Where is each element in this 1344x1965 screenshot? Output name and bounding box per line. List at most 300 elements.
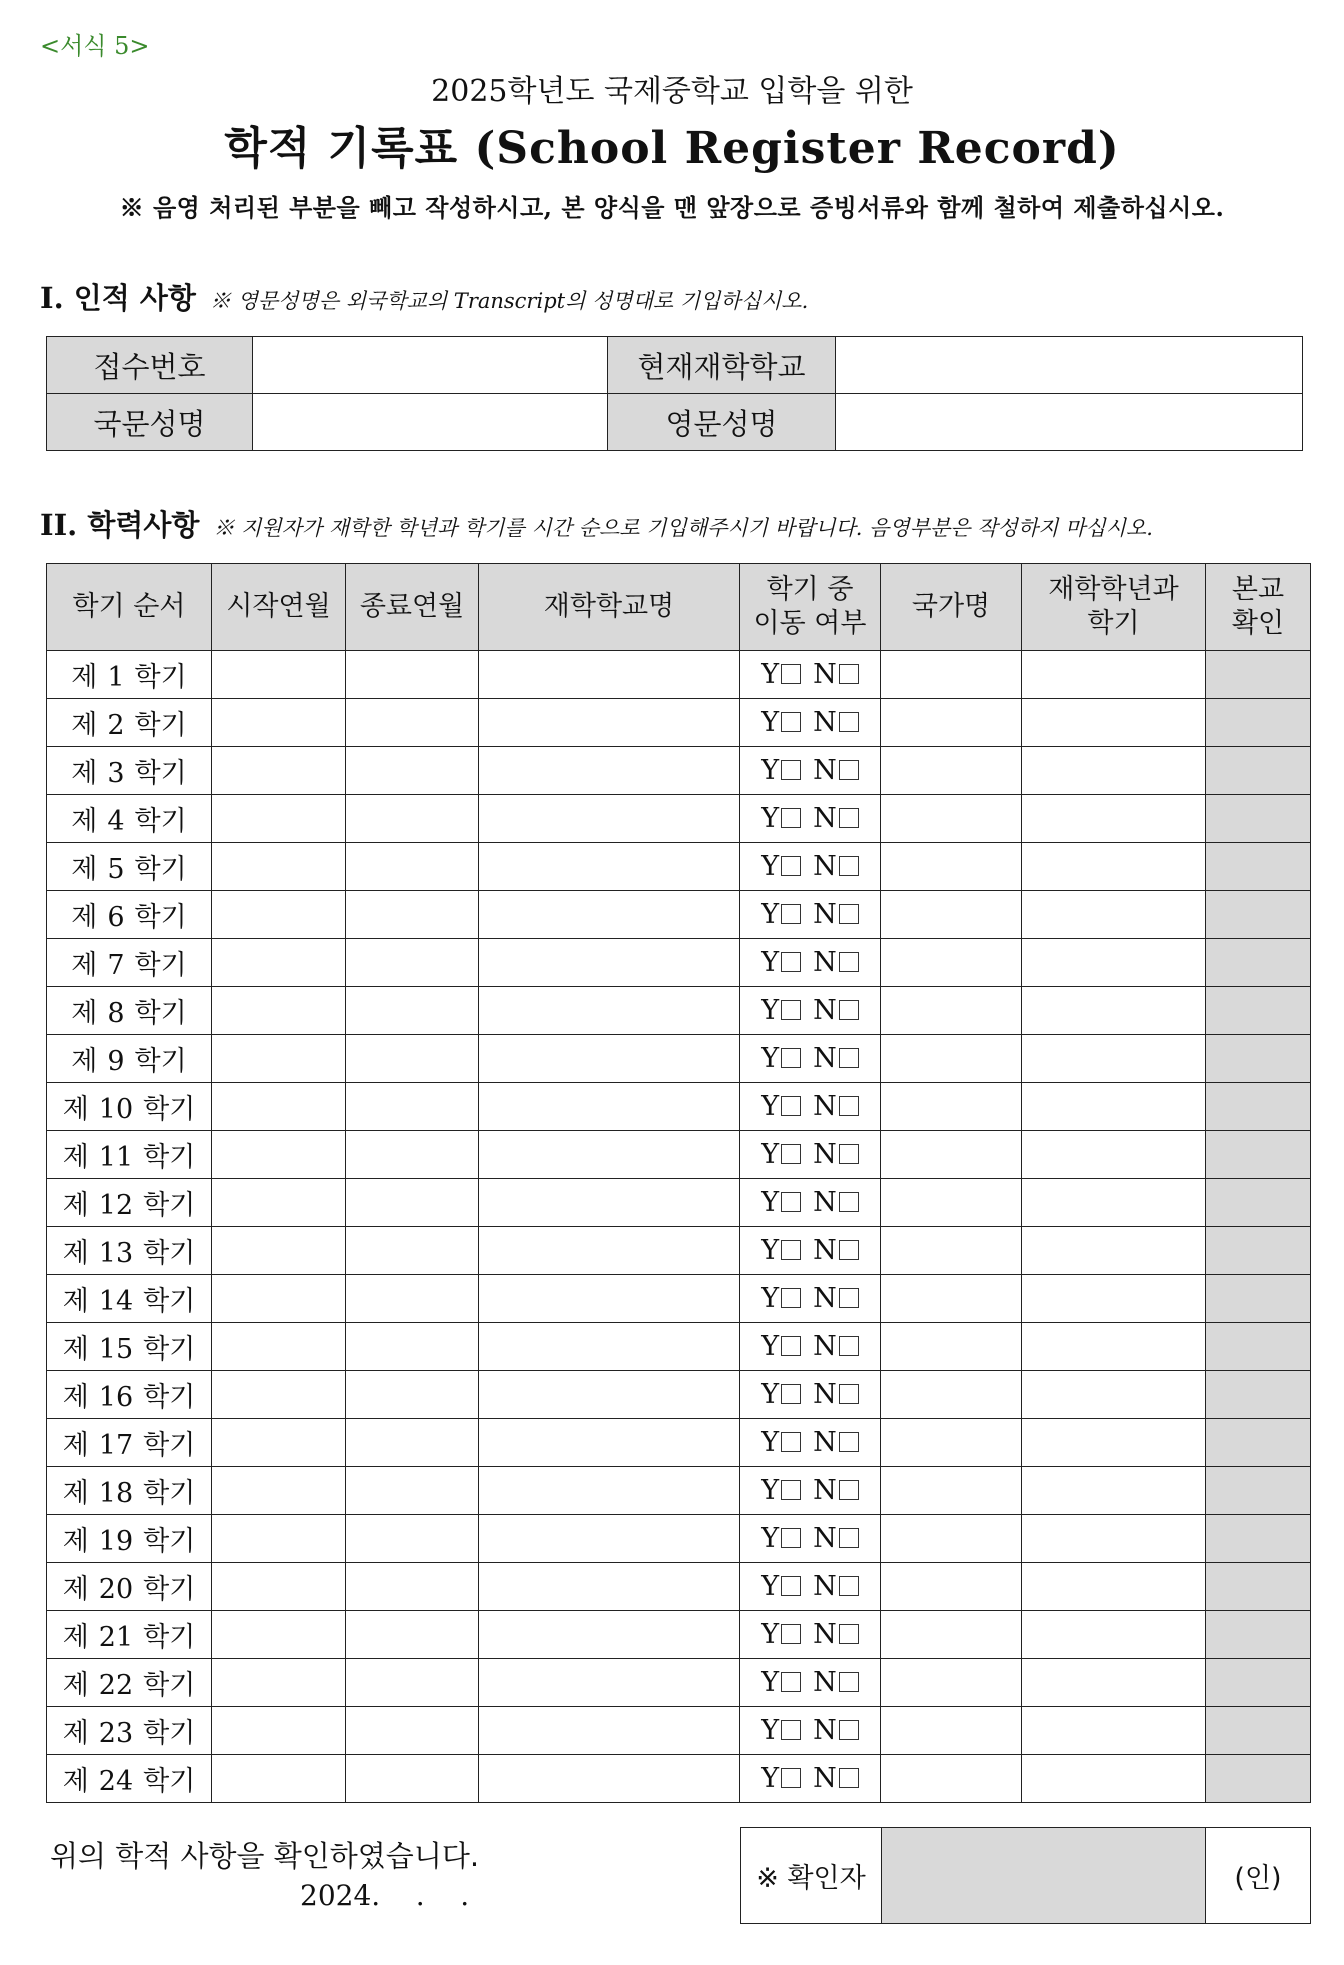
table-row bbox=[47, 651, 1311, 699]
no-label: N bbox=[813, 755, 837, 786]
yes-label: Y bbox=[761, 1139, 780, 1170]
table-row bbox=[47, 1515, 1311, 1563]
table-row bbox=[47, 795, 1311, 843]
yes-label: Y bbox=[761, 1379, 780, 1410]
transfer-cell bbox=[740, 1611, 881, 1659]
yes-checkbox[interactable] bbox=[781, 664, 801, 684]
semester-suffix: 학기 bbox=[143, 1718, 196, 1749]
start-date-cell[interactable] bbox=[212, 1227, 346, 1275]
no-label: N bbox=[813, 1667, 837, 1698]
start-date-cell[interactable] bbox=[212, 1707, 346, 1755]
table-row bbox=[47, 1707, 1311, 1755]
school-name-cell[interactable] bbox=[479, 651, 740, 699]
semester-number: 11 bbox=[98, 1142, 134, 1173]
korean-name-field[interactable] bbox=[253, 394, 608, 451]
receipt-number-field[interactable] bbox=[253, 337, 608, 394]
transfer-cell bbox=[740, 1227, 881, 1275]
country-cell[interactable] bbox=[881, 939, 1022, 987]
semester-prefix: 제 bbox=[71, 662, 98, 693]
english-name-label: 영문성명 bbox=[608, 394, 836, 451]
country-cell[interactable] bbox=[881, 843, 1022, 891]
semester-label bbox=[47, 795, 212, 843]
school-name-cell[interactable] bbox=[479, 939, 740, 987]
start-date-cell[interactable] bbox=[212, 1179, 346, 1227]
personal-info-table bbox=[46, 336, 1303, 451]
table-row bbox=[47, 1371, 1311, 1419]
school-name-cell[interactable] bbox=[479, 1323, 740, 1371]
school-check-cell bbox=[1206, 939, 1311, 987]
school-name-cell[interactable] bbox=[479, 891, 740, 939]
school-check-cell bbox=[1206, 795, 1311, 843]
semester-number: 9 bbox=[107, 1046, 125, 1077]
semester-suffix: 학기 bbox=[143, 1478, 196, 1509]
header-check-line1: 본교 bbox=[1231, 574, 1285, 606]
yes-checkbox[interactable] bbox=[781, 1576, 801, 1596]
no-label: N bbox=[813, 1331, 837, 1362]
country-cell[interactable] bbox=[881, 1515, 1022, 1563]
grade-semester-cell[interactable] bbox=[1022, 939, 1206, 987]
table-row bbox=[47, 1323, 1311, 1371]
yes-checkbox[interactable] bbox=[781, 952, 801, 972]
end-date-cell[interactable] bbox=[346, 1755, 479, 1803]
end-date-cell[interactable] bbox=[346, 1467, 479, 1515]
yes-checkbox[interactable] bbox=[781, 1288, 801, 1308]
transfer-cell bbox=[740, 795, 881, 843]
header-start-date: 시작연월 bbox=[212, 564, 346, 651]
end-date-cell[interactable] bbox=[346, 747, 479, 795]
yes-checkbox[interactable] bbox=[781, 1240, 801, 1260]
school-name-cell[interactable] bbox=[479, 1371, 740, 1419]
no-checkbox[interactable] bbox=[839, 1624, 859, 1644]
table-row bbox=[47, 747, 1311, 795]
country-cell[interactable] bbox=[881, 891, 1022, 939]
school-name-cell[interactable] bbox=[479, 1515, 740, 1563]
table-row bbox=[47, 1083, 1311, 1131]
yes-checkbox[interactable] bbox=[781, 1624, 801, 1644]
school-check-cell bbox=[1206, 1083, 1311, 1131]
country-cell[interactable] bbox=[881, 699, 1022, 747]
school-check-cell bbox=[1206, 747, 1311, 795]
semester-label bbox=[47, 1275, 212, 1323]
end-date-cell[interactable] bbox=[346, 1083, 479, 1131]
korean-name-label: 국문성명 bbox=[47, 394, 253, 451]
semester-number: 5 bbox=[107, 854, 125, 885]
end-date-cell[interactable] bbox=[346, 1659, 479, 1707]
school-check-cell bbox=[1206, 1371, 1311, 1419]
table-row bbox=[47, 699, 1311, 747]
end-date-cell[interactable] bbox=[346, 795, 479, 843]
current-school-field[interactable] bbox=[836, 337, 1303, 394]
school-name-cell[interactable] bbox=[479, 1035, 740, 1083]
yes-label: Y bbox=[761, 1331, 780, 1362]
no-label: N bbox=[813, 1139, 837, 1170]
header-end-date: 종료연월 bbox=[346, 564, 479, 651]
yes-label: Y bbox=[761, 1715, 780, 1746]
semester-suffix: 학기 bbox=[134, 662, 187, 693]
country-cell[interactable] bbox=[881, 1467, 1022, 1515]
school-name-cell[interactable] bbox=[479, 843, 740, 891]
table-row bbox=[47, 1611, 1311, 1659]
grade-semester-cell[interactable] bbox=[1022, 891, 1206, 939]
yes-checkbox[interactable] bbox=[781, 1432, 801, 1452]
school-name-cell[interactable] bbox=[479, 1275, 740, 1323]
country-cell[interactable] bbox=[881, 1323, 1022, 1371]
table-row bbox=[47, 1755, 1311, 1803]
end-date-cell[interactable] bbox=[346, 699, 479, 747]
start-date-cell[interactable] bbox=[212, 1419, 346, 1467]
start-date-cell[interactable] bbox=[212, 1515, 346, 1563]
end-date-cell[interactable] bbox=[346, 1323, 479, 1371]
grade-semester-cell[interactable] bbox=[1022, 1083, 1206, 1131]
school-name-cell[interactable] bbox=[479, 747, 740, 795]
end-date-cell[interactable] bbox=[346, 651, 479, 699]
country-cell[interactable] bbox=[881, 1179, 1022, 1227]
school-name-cell[interactable] bbox=[479, 1227, 740, 1275]
school-check-cell bbox=[1206, 843, 1311, 891]
semester-number: 21 bbox=[98, 1622, 134, 1653]
no-checkbox[interactable] bbox=[839, 1144, 859, 1164]
semester-number: 16 bbox=[98, 1382, 134, 1413]
grade-semester-cell[interactable] bbox=[1022, 1419, 1206, 1467]
start-date-cell[interactable] bbox=[212, 699, 346, 747]
end-date-cell[interactable] bbox=[346, 1707, 479, 1755]
table-row bbox=[47, 1227, 1311, 1275]
no-checkbox[interactable] bbox=[839, 1432, 859, 1452]
start-date-cell[interactable] bbox=[212, 1131, 346, 1179]
no-label: N bbox=[813, 1475, 837, 1506]
header-grade-line2: 학기 bbox=[1087, 608, 1140, 639]
end-date-cell[interactable] bbox=[346, 1179, 479, 1227]
no-checkbox[interactable] bbox=[839, 1672, 859, 1692]
grade-semester-cell[interactable] bbox=[1022, 1467, 1206, 1515]
grade-semester-cell[interactable] bbox=[1022, 1515, 1206, 1563]
school-name-cell[interactable] bbox=[479, 1659, 740, 1707]
header-grade-line1: 재학학년과 bbox=[1048, 574, 1179, 606]
end-date-cell[interactable] bbox=[346, 843, 479, 891]
start-date-cell[interactable] bbox=[212, 1371, 346, 1419]
school-check-cell bbox=[1206, 1323, 1311, 1371]
start-date-cell[interactable] bbox=[212, 939, 346, 987]
yes-checkbox[interactable] bbox=[781, 1144, 801, 1164]
section1-note: ※ 영문성명은 외국학교의 Transcript의 성명대로 기입하십시오. bbox=[209, 289, 809, 313]
semester-suffix: 학기 bbox=[134, 710, 187, 741]
yes-checkbox[interactable] bbox=[781, 1048, 801, 1068]
school-name-cell[interactable] bbox=[479, 1563, 740, 1611]
semester-prefix: 제 bbox=[71, 1046, 98, 1077]
semester-prefix: 제 bbox=[62, 1334, 89, 1365]
confirmer-signature-table bbox=[740, 1827, 1311, 1924]
semester-prefix: 제 bbox=[62, 1190, 89, 1221]
grade-semester-cell[interactable] bbox=[1022, 843, 1206, 891]
semester-label bbox=[47, 1611, 212, 1659]
grade-semester-cell[interactable] bbox=[1022, 987, 1206, 1035]
country-cell[interactable] bbox=[881, 795, 1022, 843]
grade-semester-cell[interactable] bbox=[1022, 1707, 1206, 1755]
grade-semester-cell[interactable] bbox=[1022, 699, 1206, 747]
end-date-cell[interactable] bbox=[346, 987, 479, 1035]
no-checkbox[interactable] bbox=[839, 1288, 859, 1308]
semester-suffix: 학기 bbox=[143, 1094, 196, 1125]
yes-checkbox[interactable] bbox=[781, 1480, 801, 1500]
transfer-cell bbox=[740, 1323, 881, 1371]
semester-label bbox=[47, 1563, 212, 1611]
no-checkbox[interactable] bbox=[839, 904, 859, 924]
end-date-cell[interactable] bbox=[346, 1275, 479, 1323]
yes-label: Y bbox=[761, 899, 780, 930]
end-date-cell[interactable] bbox=[346, 1227, 479, 1275]
semester-prefix: 제 bbox=[71, 806, 98, 837]
no-checkbox[interactable] bbox=[839, 1048, 859, 1068]
semester-prefix: 제 bbox=[62, 1574, 89, 1605]
yes-checkbox[interactable] bbox=[781, 1096, 801, 1116]
yes-checkbox[interactable] bbox=[781, 760, 801, 780]
semester-label bbox=[47, 651, 212, 699]
no-checkbox[interactable] bbox=[839, 760, 859, 780]
school-check-cell bbox=[1206, 891, 1311, 939]
no-checkbox[interactable] bbox=[839, 712, 859, 732]
semester-prefix: 제 bbox=[62, 1430, 89, 1461]
yes-checkbox[interactable] bbox=[781, 1384, 801, 1404]
semester-label bbox=[47, 987, 212, 1035]
start-date-cell[interactable] bbox=[212, 1611, 346, 1659]
yes-checkbox[interactable] bbox=[781, 1672, 801, 1692]
no-checkbox[interactable] bbox=[839, 952, 859, 972]
yes-checkbox[interactable] bbox=[781, 712, 801, 732]
semester-number: 18 bbox=[98, 1478, 134, 1509]
school-name-cell[interactable] bbox=[479, 1707, 740, 1755]
transfer-cell bbox=[740, 1275, 881, 1323]
semester-number: 13 bbox=[98, 1238, 134, 1269]
start-date-cell[interactable] bbox=[212, 891, 346, 939]
header-transfer bbox=[740, 564, 881, 651]
start-date-cell[interactable] bbox=[212, 1083, 346, 1131]
no-checkbox[interactable] bbox=[839, 808, 859, 828]
school-name-cell[interactable] bbox=[479, 795, 740, 843]
start-date-cell[interactable] bbox=[212, 1323, 346, 1371]
grade-semester-cell[interactable] bbox=[1022, 747, 1206, 795]
start-date-cell[interactable] bbox=[212, 1467, 346, 1515]
school-check-cell bbox=[1206, 1515, 1311, 1563]
semester-suffix: 학기 bbox=[143, 1574, 196, 1605]
country-cell[interactable] bbox=[881, 1371, 1022, 1419]
no-checkbox[interactable] bbox=[839, 1768, 859, 1788]
transfer-cell bbox=[740, 1371, 881, 1419]
semester-prefix: 제 bbox=[62, 1382, 89, 1413]
transfer-cell bbox=[740, 1179, 881, 1227]
country-cell[interactable] bbox=[881, 1611, 1022, 1659]
yes-checkbox[interactable] bbox=[781, 904, 801, 924]
country-cell[interactable] bbox=[881, 1659, 1022, 1707]
start-date-cell[interactable] bbox=[212, 1659, 346, 1707]
no-checkbox[interactable] bbox=[839, 1000, 859, 1020]
confirmer-signature-field bbox=[882, 1828, 1206, 1924]
end-date-cell[interactable] bbox=[346, 1035, 479, 1083]
end-date-cell[interactable] bbox=[346, 1611, 479, 1659]
semester-prefix: 제 bbox=[62, 1766, 89, 1797]
yes-checkbox[interactable] bbox=[781, 1528, 801, 1548]
country-cell[interactable] bbox=[881, 651, 1022, 699]
end-date-cell[interactable] bbox=[346, 1131, 479, 1179]
no-checkbox[interactable] bbox=[839, 664, 859, 684]
end-date-cell[interactable] bbox=[346, 891, 479, 939]
table-row bbox=[47, 1659, 1311, 1707]
school-check-cell bbox=[1206, 1227, 1311, 1275]
yes-checkbox[interactable] bbox=[781, 1000, 801, 1020]
semester-label bbox=[47, 747, 212, 795]
grade-semester-cell[interactable] bbox=[1022, 1323, 1206, 1371]
yes-label: Y bbox=[761, 755, 780, 786]
no-checkbox[interactable] bbox=[839, 1240, 859, 1260]
no-checkbox[interactable] bbox=[839, 1480, 859, 1500]
grade-semester-cell[interactable] bbox=[1022, 651, 1206, 699]
semester-prefix: 제 bbox=[62, 1622, 89, 1653]
grade-semester-cell[interactable] bbox=[1022, 1227, 1206, 1275]
table-row bbox=[47, 843, 1311, 891]
yes-checkbox[interactable] bbox=[781, 808, 801, 828]
grade-semester-cell[interactable] bbox=[1022, 1755, 1206, 1803]
grade-semester-cell[interactable] bbox=[1022, 1563, 1206, 1611]
table-row bbox=[47, 1467, 1311, 1515]
current-school-label: 현재재학학교 bbox=[608, 337, 836, 394]
yes-checkbox[interactable] bbox=[781, 1720, 801, 1740]
school-name-cell[interactable] bbox=[479, 1467, 740, 1515]
semester-suffix: 학기 bbox=[143, 1142, 196, 1173]
document-title: 학적 기록표 (School Register Record) bbox=[224, 123, 1120, 174]
grade-semester-cell[interactable] bbox=[1022, 795, 1206, 843]
semester-prefix: 제 bbox=[62, 1526, 89, 1557]
start-date-cell[interactable] bbox=[212, 651, 346, 699]
semester-prefix: 제 bbox=[62, 1670, 89, 1701]
section2-heading bbox=[40, 503, 1153, 544]
start-date-cell[interactable] bbox=[212, 843, 346, 891]
grade-semester-cell[interactable] bbox=[1022, 1035, 1206, 1083]
country-cell[interactable] bbox=[881, 1083, 1022, 1131]
yes-checkbox[interactable] bbox=[781, 1768, 801, 1788]
semester-number: 1 bbox=[107, 662, 125, 693]
end-date-cell[interactable] bbox=[346, 939, 479, 987]
country-cell[interactable] bbox=[881, 1275, 1022, 1323]
transfer-cell bbox=[740, 1083, 881, 1131]
country-cell[interactable] bbox=[881, 747, 1022, 795]
school-name-cell[interactable] bbox=[479, 1179, 740, 1227]
no-label: N bbox=[813, 1523, 837, 1554]
school-check-cell bbox=[1206, 987, 1311, 1035]
yes-label: Y bbox=[761, 1475, 780, 1506]
semester-suffix: 학기 bbox=[143, 1430, 196, 1461]
school-check-cell bbox=[1206, 1131, 1311, 1179]
start-date-cell[interactable] bbox=[212, 1275, 346, 1323]
no-checkbox[interactable] bbox=[839, 1096, 859, 1116]
school-name-cell[interactable] bbox=[479, 1755, 740, 1803]
grade-semester-cell[interactable] bbox=[1022, 1131, 1206, 1179]
end-date-cell[interactable] bbox=[346, 1419, 479, 1467]
semester-label bbox=[47, 1707, 212, 1755]
semester-prefix: 제 bbox=[71, 950, 98, 981]
confirmer-label: ※ 확인자 bbox=[741, 1828, 882, 1924]
end-date-cell[interactable] bbox=[346, 1563, 479, 1611]
no-checkbox[interactable] bbox=[839, 1720, 859, 1740]
country-cell[interactable] bbox=[881, 1707, 1022, 1755]
end-date-cell[interactable] bbox=[346, 1515, 479, 1563]
school-name-cell[interactable] bbox=[479, 1083, 740, 1131]
yes-label: Y bbox=[761, 1427, 780, 1458]
table-row bbox=[47, 987, 1311, 1035]
country-cell[interactable] bbox=[881, 1563, 1022, 1611]
transfer-cell bbox=[740, 1563, 881, 1611]
school-check-cell bbox=[1206, 1611, 1311, 1659]
semester-prefix: 제 bbox=[62, 1286, 89, 1317]
semester-label bbox=[47, 939, 212, 987]
start-date-cell[interactable] bbox=[212, 987, 346, 1035]
no-checkbox[interactable] bbox=[839, 1192, 859, 1212]
semester-suffix: 학기 bbox=[134, 1046, 187, 1077]
school-name-cell[interactable] bbox=[479, 1419, 740, 1467]
yes-checkbox[interactable] bbox=[781, 856, 801, 876]
no-checkbox[interactable] bbox=[839, 1576, 859, 1596]
grade-semester-cell[interactable] bbox=[1022, 1371, 1206, 1419]
start-date-cell[interactable] bbox=[212, 1755, 346, 1803]
country-cell[interactable] bbox=[881, 1755, 1022, 1803]
yes-checkbox[interactable] bbox=[781, 1192, 801, 1212]
yes-checkbox[interactable] bbox=[781, 1336, 801, 1356]
no-checkbox[interactable] bbox=[839, 1384, 859, 1404]
semester-suffix: 학기 bbox=[134, 806, 187, 837]
grade-semester-cell[interactable] bbox=[1022, 1179, 1206, 1227]
transfer-cell bbox=[740, 987, 881, 1035]
start-date-cell[interactable] bbox=[212, 795, 346, 843]
semester-label bbox=[47, 1467, 212, 1515]
table-row bbox=[47, 939, 1311, 987]
school-name-cell[interactable] bbox=[479, 1131, 740, 1179]
header-school-name: 재학학교명 bbox=[479, 564, 740, 651]
semester-number: 8 bbox=[107, 998, 125, 1029]
no-checkbox[interactable] bbox=[839, 1336, 859, 1356]
country-cell[interactable] bbox=[881, 1131, 1022, 1179]
grade-semester-cell[interactable] bbox=[1022, 1659, 1206, 1707]
school-name-cell[interactable] bbox=[479, 987, 740, 1035]
grade-semester-cell[interactable] bbox=[1022, 1611, 1206, 1659]
yes-label: Y bbox=[761, 995, 780, 1026]
yes-label: Y bbox=[761, 1235, 780, 1266]
semester-label bbox=[47, 1323, 212, 1371]
transfer-cell bbox=[740, 1131, 881, 1179]
no-label: N bbox=[813, 1235, 837, 1266]
school-name-cell[interactable] bbox=[479, 699, 740, 747]
seal-label: (인) bbox=[1206, 1828, 1311, 1924]
start-date-cell[interactable] bbox=[212, 747, 346, 795]
table-row bbox=[47, 1035, 1311, 1083]
semester-number: 10 bbox=[98, 1094, 134, 1125]
english-name-field[interactable] bbox=[836, 394, 1303, 451]
no-checkbox[interactable] bbox=[839, 856, 859, 876]
start-date-cell[interactable] bbox=[212, 1563, 346, 1611]
country-cell[interactable] bbox=[881, 987, 1022, 1035]
end-date-cell[interactable] bbox=[346, 1371, 479, 1419]
no-label: N bbox=[813, 851, 837, 882]
country-cell[interactable] bbox=[881, 1227, 1022, 1275]
no-label: N bbox=[813, 1379, 837, 1410]
header-check-line2: 확인 bbox=[1231, 608, 1285, 639]
yes-label: Y bbox=[761, 1523, 780, 1554]
country-cell[interactable] bbox=[881, 1419, 1022, 1467]
section2-title: II. 학력사항 bbox=[40, 508, 200, 542]
school-name-cell[interactable] bbox=[479, 1611, 740, 1659]
no-checkbox[interactable] bbox=[839, 1528, 859, 1548]
grade-semester-cell[interactable] bbox=[1022, 1275, 1206, 1323]
start-date-cell[interactable] bbox=[212, 1035, 346, 1083]
country-cell[interactable] bbox=[881, 1035, 1022, 1083]
transfer-cell bbox=[740, 1515, 881, 1563]
